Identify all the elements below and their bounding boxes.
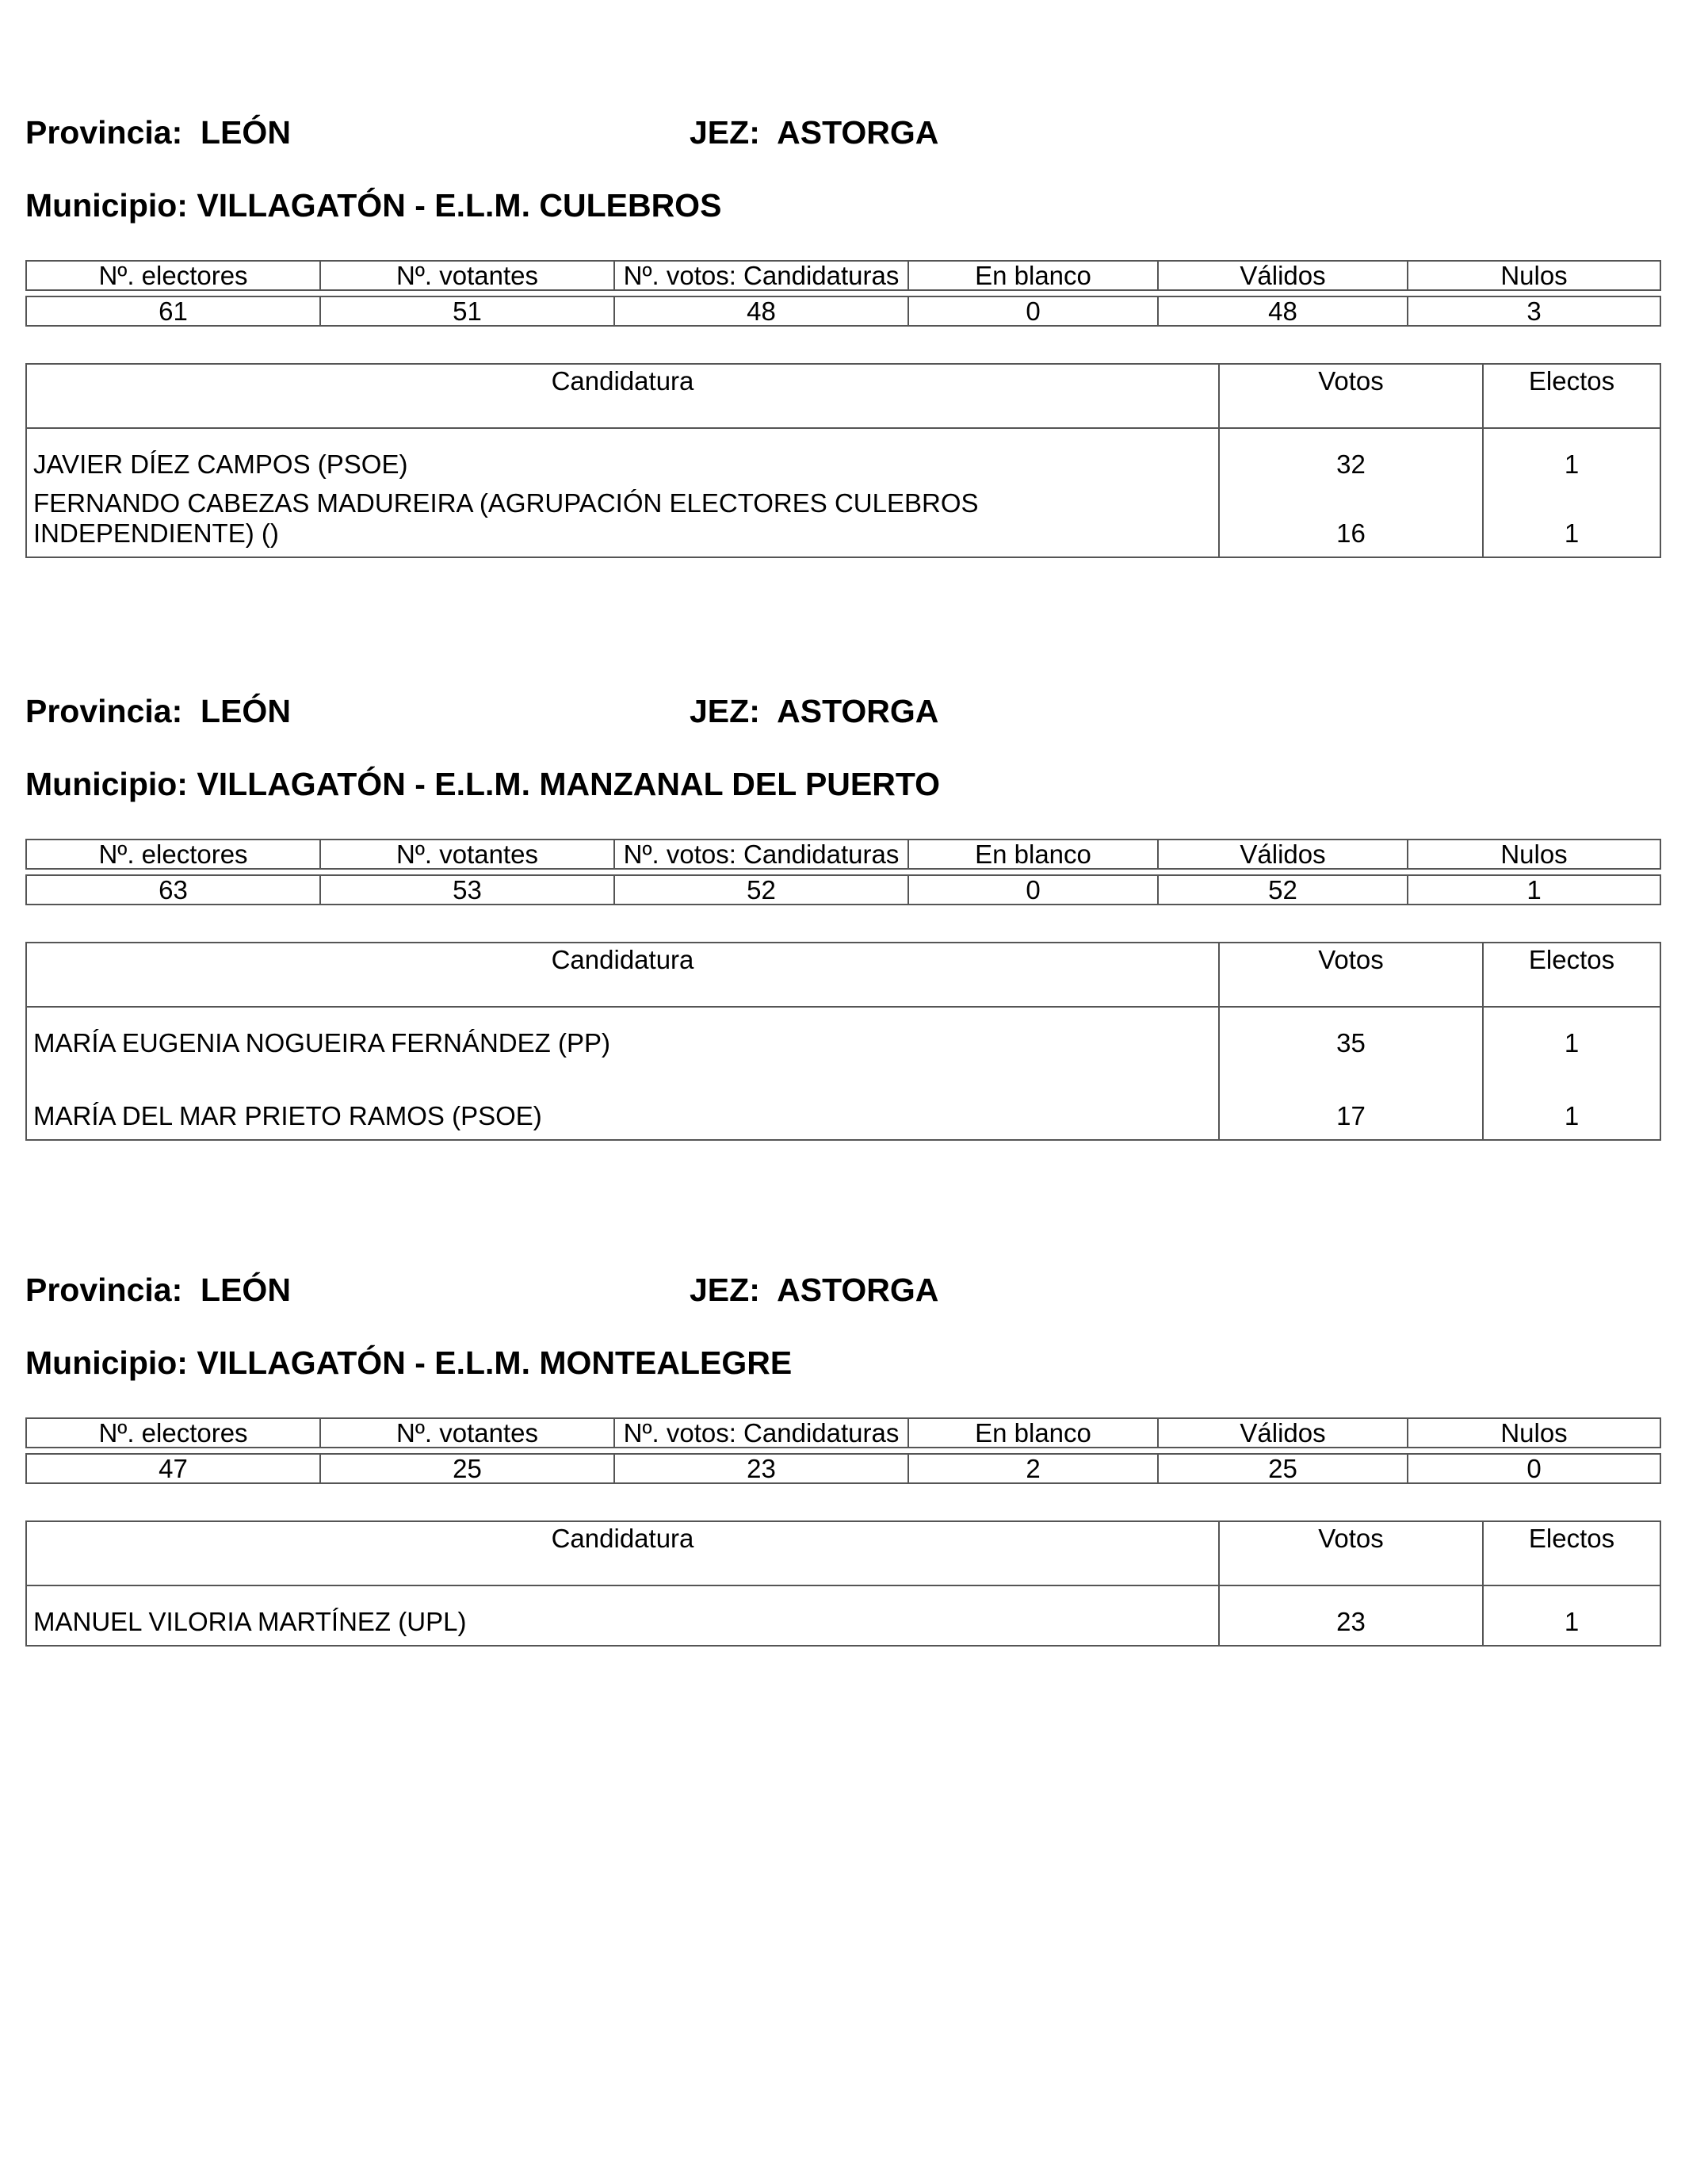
provincia-line (25, 114, 291, 151)
stat-value: 48 (1158, 296, 1408, 326)
candidate-votos: 35 (1219, 1007, 1483, 1066)
cand-header: Votos (1219, 364, 1483, 428)
candidates-table (25, 363, 1661, 558)
stat-header: En blanco (908, 1418, 1158, 1448)
candidate-name: MARÍA DEL MAR PRIETO RAMOS (PSOE) (26, 1066, 1219, 1140)
candidate-name: MANUEL VILORIA MARTÍNEZ (UPL) (26, 1585, 1219, 1646)
cand-header: Candidatura (26, 364, 1219, 428)
stat-value: 25 (320, 1454, 614, 1483)
candidate-row (26, 488, 1660, 557)
stat-header: Nulos (1408, 840, 1660, 869)
stats-header-row (26, 1418, 1660, 1448)
candidate-electos: 1 (1483, 1007, 1660, 1066)
section-header (25, 693, 1660, 766)
municipio-value: VILLAGATÓN - E.L.M. MONTEALEGRE (197, 1344, 793, 1381)
stat-header: Válidos (1158, 1418, 1408, 1448)
provincia-value: LEÓN (201, 693, 291, 729)
cand-header: Votos (1219, 1521, 1483, 1585)
municipio-value: VILLAGATÓN - E.L.M. CULEBROS (197, 187, 722, 224)
candidate-electos: 1 (1483, 1585, 1660, 1646)
stats-value-row (26, 1454, 1660, 1483)
section-header (25, 114, 1660, 187)
candidates-header-row (26, 1521, 1660, 1585)
stat-value: 61 (26, 296, 320, 326)
municipio-line (25, 1344, 1660, 1417)
section-montealegre (25, 1272, 1660, 1647)
candidate-name: JAVIER DÍEZ CAMPOS (PSOE) (26, 428, 1219, 488)
stats-table (25, 260, 1661, 327)
stat-value: 1 (1408, 875, 1660, 905)
provincia-line (25, 1272, 291, 1309)
stat-value: 25 (1158, 1454, 1408, 1483)
stat-value: 53 (320, 875, 614, 905)
candidate-row (26, 1066, 1660, 1140)
section-manzanal-del-puerto (25, 693, 1660, 1141)
jez-line (690, 1272, 938, 1309)
provincia-line (25, 693, 291, 730)
stats-table (25, 839, 1661, 905)
jez-line (690, 693, 938, 730)
stat-header: Nulos (1408, 1418, 1660, 1448)
municipio-value: VILLAGATÓN - E.L.M. MANZANAL DEL PUERTO (197, 766, 941, 802)
stat-value: 48 (614, 296, 908, 326)
jez-value: ASTORGA (777, 114, 939, 151)
stat-value: 3 (1408, 296, 1660, 326)
candidate-electos: 1 (1483, 1066, 1660, 1140)
municipio-line (25, 187, 1660, 260)
stat-header: Nº. votos: Candidaturas (614, 840, 908, 869)
stat-header: Válidos (1158, 261, 1408, 290)
provincia-label: Provincia: (25, 114, 183, 151)
stat-header: Nº. votantes (320, 1418, 614, 1448)
municipio-line (25, 766, 1660, 839)
candidate-row (26, 1007, 1660, 1066)
stat-value: 0 (1408, 1454, 1660, 1483)
candidate-votos: 16 (1219, 488, 1483, 557)
cand-header: Candidatura (26, 1521, 1219, 1585)
candidate-row (26, 1585, 1660, 1646)
stats-header-row (26, 261, 1660, 290)
candidate-name: FERNANDO CABEZAS MADUREIRA (AGRUPACIÓN ELECTORES CULEBROS INDEPENDIENTE) () (26, 488, 1219, 557)
stat-value: 51 (320, 296, 614, 326)
candidates-table (25, 1520, 1661, 1647)
stat-header: Nº. votos: Candidaturas (614, 1418, 908, 1448)
section-culebros (25, 114, 1660, 558)
cand-header: Electos (1483, 1521, 1660, 1585)
jez-label: JEZ: (690, 114, 760, 151)
stat-value: 0 (908, 296, 1158, 326)
municipio-label: Municipio: (25, 766, 188, 802)
stat-value: 47 (26, 1454, 320, 1483)
candidate-name: MARÍA EUGENIA NOGUEIRA FERNÁNDEZ (PP) (26, 1007, 1219, 1066)
candidates-header-row (26, 364, 1660, 428)
provincia-value: LEÓN (201, 114, 291, 151)
stat-header: Nº. electores (26, 261, 320, 290)
candidate-votos: 17 (1219, 1066, 1483, 1140)
stat-header: Válidos (1158, 840, 1408, 869)
stat-value: 52 (614, 875, 908, 905)
provincia-value: LEÓN (201, 1272, 291, 1308)
stats-table (25, 1417, 1661, 1484)
stat-value: 2 (908, 1454, 1158, 1483)
stats-header-row (26, 840, 1660, 869)
jez-line (690, 114, 938, 151)
jez-label: JEZ: (690, 1272, 760, 1308)
stat-value: 23 (614, 1454, 908, 1483)
municipio-label: Municipio: (25, 187, 188, 224)
stat-header: Nº. votantes (320, 261, 614, 290)
candidate-electos: 1 (1483, 488, 1660, 557)
candidate-votos: 32 (1219, 428, 1483, 488)
cand-header: Electos (1483, 364, 1660, 428)
stat-value: 52 (1158, 875, 1408, 905)
stat-value: 0 (908, 875, 1158, 905)
jez-label: JEZ: (690, 693, 760, 729)
provincia-label: Provincia: (25, 693, 183, 729)
cand-header: Candidatura (26, 943, 1219, 1007)
candidate-votos: 23 (1219, 1585, 1483, 1646)
candidate-electos: 1 (1483, 428, 1660, 488)
stat-header: Nº. votantes (320, 840, 614, 869)
candidates-header-row (26, 943, 1660, 1007)
cand-header: Electos (1483, 943, 1660, 1007)
stat-header: En blanco (908, 840, 1158, 869)
candidate-row (26, 428, 1660, 488)
municipio-label: Municipio: (25, 1344, 188, 1381)
candidates-table (25, 942, 1661, 1141)
section-header (25, 1272, 1660, 1344)
provincia-label: Provincia: (25, 1272, 183, 1308)
stats-value-row (26, 296, 1660, 326)
jez-value: ASTORGA (777, 693, 939, 729)
stat-value: 63 (26, 875, 320, 905)
stat-header: Nº. electores (26, 1418, 320, 1448)
stat-header: Nulos (1408, 261, 1660, 290)
stat-header: En blanco (908, 261, 1158, 290)
cand-header: Votos (1219, 943, 1483, 1007)
stat-header: Nº. votos: Candidaturas (614, 261, 908, 290)
jez-value: ASTORGA (777, 1272, 939, 1308)
stats-value-row (26, 875, 1660, 905)
stat-header: Nº. electores (26, 840, 320, 869)
